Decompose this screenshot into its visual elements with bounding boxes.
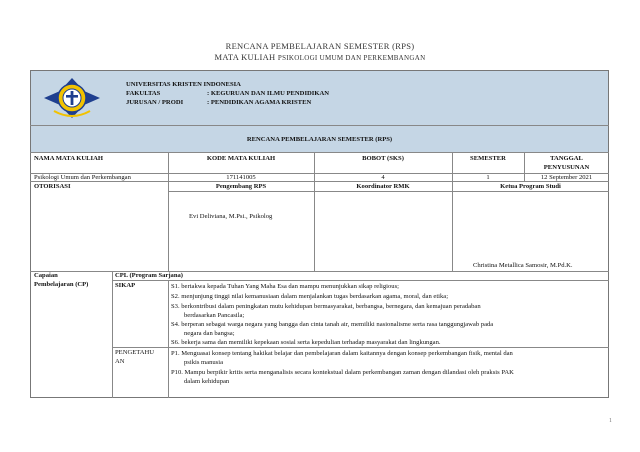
sikap-label: SIKAP <box>115 282 136 289</box>
university-name: UNIVERSITAS KRISTEN INDONESIA <box>126 81 241 88</box>
program-value: : PENDIDIKAN AGAMA KRISTEN <box>207 99 312 106</box>
pengetahuan-item: dalam kehidupan <box>184 378 230 385</box>
coordinator-header: Koordinator RMK <box>356 183 410 190</box>
col-header-credits: BOBOT (SKS) <box>362 155 404 162</box>
date-cell: 12 September 2021 <box>540 174 593 181</box>
rule <box>452 152 453 271</box>
rule <box>112 280 609 281</box>
col-header-semester: SEMESTER <box>470 155 506 162</box>
rule <box>112 347 609 348</box>
rule <box>30 125 609 126</box>
pengetahuan-label: PENGETAHU <box>115 349 155 356</box>
pengetahuan-item: P10. Mampu berpikir kritis serta menganalisis secara kontekstual dalam perkembangan zaman dengan dilandasi oleh praksis PAK <box>171 369 514 376</box>
subtitle-course: PSIKOLOGI UMUM DAN PERKEMBANGAN <box>277 54 426 62</box>
col-header-course-code: KODE MATA KULIAH <box>206 155 276 162</box>
authorization-label: OTORISASI <box>34 183 71 190</box>
outcomes-label: Capaian <box>34 272 58 279</box>
faculty-label: FAKULTAS <box>126 90 161 97</box>
subtitle-prefix: MATA KULIAH <box>214 52 276 62</box>
semester-cell: 1 <box>486 174 490 181</box>
sikap-item: S4. berperan sebagai warga negara yang bangga dan cinta tanah air, memiliki nasionalisme serta rasa tanggungjawab pada <box>171 321 494 328</box>
document-title: RENCANA PEMBELAJARAN SEMESTER (RPS) <box>225 41 415 51</box>
rule <box>168 152 169 271</box>
sikap-item: S1. bertakwa kepada Tuhan Yang Maha Esa dan mampu menunjukkan sikap religious; <box>171 283 399 290</box>
pengetahuan-label-2: AN <box>115 358 125 365</box>
course-code-cell: 171141005 <box>226 174 256 181</box>
sikap-item: S2. menjunjung tinggi nilai kemanusiaan dalam menjalankan tugas berdasarkan agama, moral, dan etika; <box>171 293 449 300</box>
pengetahuan-item: psikis manusia <box>184 359 224 366</box>
section-title: RENCANA PEMBELAJARAN SEMESTER (RPS) <box>246 136 393 143</box>
head-header: Ketua Program Studi <box>500 183 561 190</box>
col-header-date: TANGGAL <box>550 155 583 162</box>
rule <box>30 152 609 153</box>
head-name: Christina Metallica Samosir, M.Pd.K. <box>473 262 573 269</box>
program-label: JURUSAN / PRODI <box>126 99 184 106</box>
pengetahuan-item: P1. Menguasai konsep tentang hakikat belajar dan pembelajaran dalam kaitannya dengan konsep perkembangan fisik, mental dan <box>171 350 513 357</box>
document-subtitle <box>0 52 640 62</box>
developer-header: Pengembang RPS <box>215 183 267 190</box>
rule <box>112 271 113 398</box>
credits-cell: 4 <box>381 174 385 181</box>
col-header-date-2: PENYUSUNAN <box>543 164 590 171</box>
cpl-header: CPL (Program Sarjana) <box>115 272 184 279</box>
outcomes-label-2: Pembelajaran (CP) <box>34 281 89 288</box>
faculty-value: : KEGURUAN DAN ILMU PENDIDIKAN <box>207 90 329 97</box>
sikap-item: negara dan bangsa; <box>184 330 235 337</box>
sikap-item: S3. berkontribusi dalam peningkatan mutu kehidupan bermasyarakat, berbangsa, bernegara, dan kemajuan peradaban <box>171 303 481 310</box>
course-name-cell: Psikologi Umum dan Perkembangan <box>34 174 131 181</box>
page-number: 1 <box>609 418 612 424</box>
developer-name: Evi Deliviana, M.Psi., Psikolog <box>189 213 273 220</box>
sikap-item: berdasarkan Pancasila; <box>184 312 245 319</box>
rule <box>168 280 169 398</box>
rule <box>314 152 315 271</box>
sikap-item: S6. bekerja sama dan memiliki kepekaan sosial serta kepedulian terhadap masyarakat dan lingkungan. <box>171 339 441 346</box>
col-header-course-name: NAMA MATA KULIAH <box>34 155 103 162</box>
rule <box>168 191 609 192</box>
